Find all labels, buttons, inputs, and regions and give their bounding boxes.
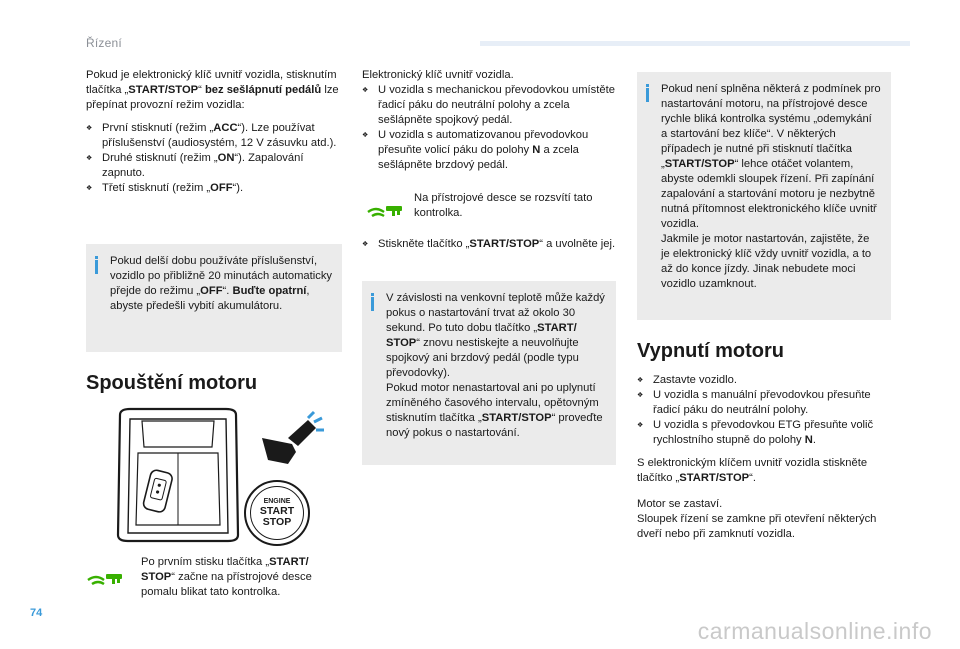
lamp-description-2: Na přístrojové desce se rozsvítí tato kontrolka. bbox=[414, 192, 593, 219]
list-item: ❖ Třetí stisknutí (režim „OFF“). bbox=[86, 181, 342, 196]
list-item: ❖ Zastavte vozidlo. bbox=[637, 373, 893, 388]
list-item: ❖ Stiskněte tlačítko „START/STOP“ a uvolněte jej. bbox=[362, 237, 618, 252]
car-with-key-icon bbox=[108, 407, 248, 543]
section-title-stop: Vypnutí motoru bbox=[637, 340, 785, 362]
engine-stopped-text: Motor se zastaví. bbox=[637, 498, 723, 510]
stop-steps-list bbox=[637, 373, 893, 448]
watermark: carmanualsonline.info bbox=[697, 618, 932, 644]
keyless-lamp-icon bbox=[86, 566, 126, 588]
start-failure-note: Pokud není splněna některá z podmínek pro nastartování motoru, na přístrojové desce rychle bliká kontrolka systému „odemykání a startování bez klíče“. V některých případech je nutné při stisknutí tlačítka „START/STOP“ lehce otáčet volantem, abyste odemkli sloupek řízení. Při zapínání zapalování a startování motoru je nezbytně nutná přítomnost elektronického klíče uvnitř vozidla. Jakmile je motor nastartován, zajistěte, že je elektronický klíč vždy uvnitř vozidla, a to až do konce jízdy. Jinak nebudete moci vozidlo uzamknout. bbox=[637, 72, 891, 320]
mode-list bbox=[86, 121, 342, 196]
section-title-start: Spouštění motoru bbox=[86, 372, 258, 394]
info-icon bbox=[92, 256, 102, 274]
press-step-list bbox=[362, 237, 618, 252]
start-label: START bbox=[259, 505, 295, 517]
list-item: ❖ U vozidla s mechanickou převodovkou umístěte řadicí páku do neutrální polohy a zcela sešlápněte spojkový pedál. bbox=[362, 83, 618, 128]
column-1 bbox=[86, 68, 342, 196]
stop-label: STOP bbox=[262, 516, 292, 528]
list-item: ❖ První stisknutí (režim „ACC“). Lze používat příslušenství (audiosystém, 12 V zásuvku atd.). bbox=[86, 121, 342, 151]
steering-lock-text: Sloupek řízení se zamkne při otevření některých dveří nebo při zamknutí vozidla. bbox=[637, 513, 877, 540]
accessory-note: Pokud delší dobu používáte příslušenství, vozidlo po přibližně 20 minutách automaticky přejde do režimu „OFF“. Buďte opatrní, abyste předešli vybití akumulátoru. bbox=[86, 244, 342, 352]
hand-press-icon bbox=[258, 408, 328, 466]
intro-paragraph: Pokud je elektronický klíč uvnitř vozidla, stisknutím tlačítka „START/STOP“ bez sešlápnutí pedálů lze přepínat provozní režim vozidla: bbox=[86, 69, 339, 111]
stop-instruction: S elektronickým klíčem uvnitř vozidla stiskněte tlačítko „START/STOP“. bbox=[637, 457, 868, 484]
page-number: 74 bbox=[30, 607, 43, 619]
list-item: ❖ U vozidla s automatizovanou převodovkou přesuňte volicí páku do polohy N a zcela sešlápněte brzdový pedál. bbox=[362, 128, 618, 173]
list-item: ❖ U vozidla s převodovkou ETG přesuňte volič rychlostního stupně do polohy N. bbox=[637, 418, 893, 448]
stop-result bbox=[637, 497, 893, 542]
header-bar bbox=[480, 41, 910, 46]
info-icon bbox=[368, 293, 378, 311]
lamp-description-1: Po prvním stisku tlačítka „START/ STOP“ začne na přístrojové desce pomalu blikat tato kontrolka. bbox=[141, 556, 312, 598]
page-header-title: Řízení bbox=[86, 36, 122, 50]
start-timing-note: V závislosti na venkovní teplotě může každý pokus o nastartování trvat až okolo 30 sekund. Po tuto dobu tlačítko „START/ STOP“ znovu nestiskejte a neuvolňujte spojkový ani brzdový pedál (podle typu převodovky). Pokud motor nenastartoval ani po uplynutí zmíněného časového intervalu, opětovným stisknutím tlačítka „START/STOP“ proveďte nový pokus o nastartování. bbox=[362, 281, 616, 465]
info-icon bbox=[643, 84, 653, 102]
key-inside-text: Elektronický klíč uvnitř vozidla. bbox=[362, 69, 514, 81]
list-item: ❖ U vozidla s manuální převodovkou přesuňte řadicí páku do neutrální polohy. bbox=[637, 388, 893, 418]
keyless-lamp-icon bbox=[366, 198, 406, 220]
start-steps-list bbox=[362, 83, 618, 173]
engine-label: ENGINE bbox=[263, 498, 291, 505]
column-2 bbox=[362, 68, 618, 173]
list-item: ❖ Druhé stisknutí (režim „ON“). Zapalování zapnuto. bbox=[86, 151, 342, 181]
engine-start-stop-button-icon bbox=[244, 480, 310, 546]
